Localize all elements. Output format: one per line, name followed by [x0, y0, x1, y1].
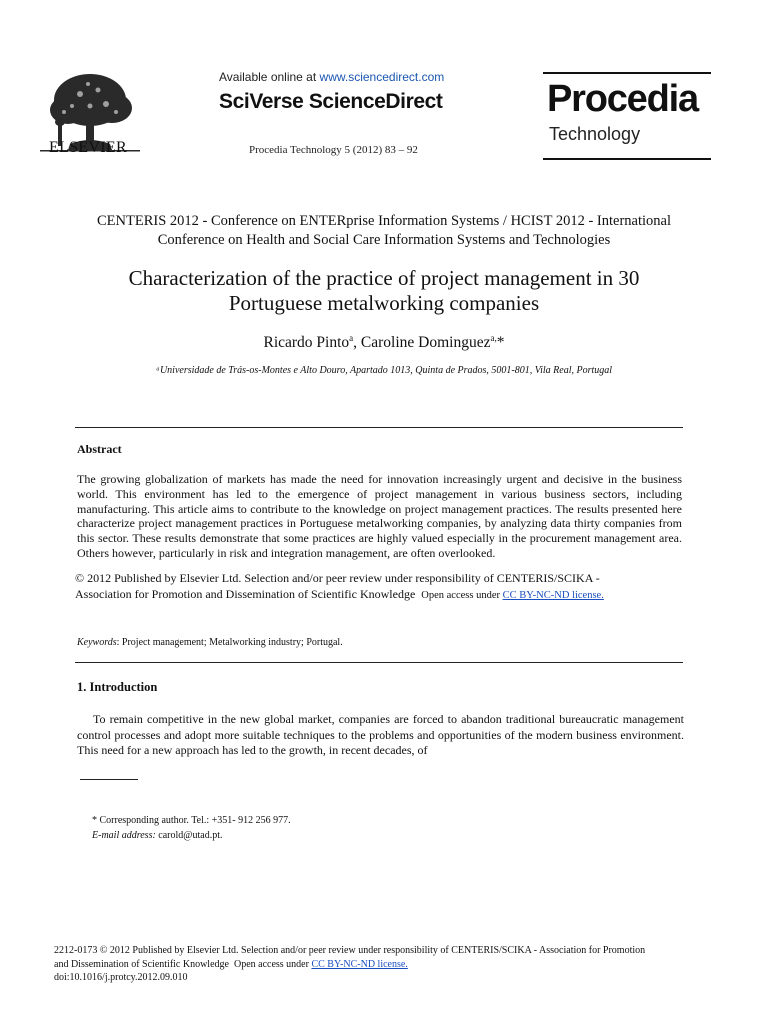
license-link[interactable]: CC BY-NC-ND license.: [311, 958, 408, 970]
procedia-logo: Procedia: [547, 78, 698, 120]
footer-line-2: [54, 958, 714, 972]
divider: [75, 662, 683, 663]
publisher-name: ELSEVIER: [49, 139, 127, 156]
journal-subtitle: Technology: [549, 124, 641, 144]
license-link[interactable]: CC BY-NC-ND license.: [502, 589, 604, 601]
sciencedirect-link[interactable]: www.sciencedirect.com: [319, 70, 445, 84]
paper-title: [60, 266, 708, 316]
available-prefix: Available online at: [219, 70, 320, 84]
open-access-label: Open access under: [233, 958, 312, 970]
divider: [75, 427, 683, 428]
author-name: Caroline Dominguez: [360, 334, 491, 352]
affiliation: ᵃUniversidade de Trás-os-Montes e Alto Douro, Apartado 1013, Quinta de Prados, 5001-801, Vila Real, Portugal: [155, 365, 613, 376]
author-separator: ,: [353, 334, 361, 352]
footer-association: and Dissemination of Scientific Knowledge: [54, 958, 229, 970]
keywords-label: Keywords: [77, 637, 117, 648]
conference-line: Conference on Health and Social Care Information Systems and Technologies: [157, 232, 611, 248]
author-name: Ricardo Pinto: [263, 334, 350, 352]
section-heading: 1. Introduction: [77, 680, 158, 694]
copyright-line: © 2012 Published by Elsevier Ltd. Selection and/or peer review under responsibility of CENTERIS/SCIKA -: [75, 571, 600, 585]
email-note: [92, 830, 223, 841]
corresponding-marker: *: [496, 334, 505, 352]
email-address: carold@utad.pt.: [155, 830, 223, 841]
sciverse-logo: SciVerse ScienceDirect: [219, 90, 443, 113]
available-online: [219, 70, 444, 84]
corresponding-author-note: * Corresponding author. Tel.: +351- 912 256 977.: [92, 815, 291, 826]
abstract-heading: Abstract: [77, 442, 122, 456]
email-label: E-mail address:: [92, 830, 156, 841]
keywords: [77, 637, 343, 648]
doi: doi:10.1016/j.protcy.2012.09.010: [54, 972, 188, 983]
affiliation-marker: a: [349, 333, 354, 343]
author-list: [60, 333, 708, 352]
copyright-notice: [75, 571, 695, 603]
open-access-label: Open access under: [421, 589, 503, 601]
footnote-divider: [80, 779, 138, 780]
conference-line: CENTERIS 2012 - Conference on ENTERprise Information Systems / HCIST 2012 - International: [97, 213, 671, 229]
introduction-text: To remain competitive in the new global market, companies are forced to abandon traditional bureaucratic management control processes and adopt more suitable techniques to the problems and opportunities of the modern business environment. This need for a new approach has led to the growth, in recent decades, of: [77, 712, 684, 757]
conference-name: [60, 212, 708, 250]
footer-line: 2212-0173 © 2012 Published by Elsevier Ltd. Selection and/or peer review under responsibility of CENTERIS/SCIKA - Association for Promotion: [54, 945, 646, 956]
copyright-association: Association for Promotion and Dissemination of Scientific Knowledge: [75, 586, 416, 601]
keywords-text: : Project management; Metalworking industry; Portugal.: [116, 637, 343, 648]
title-line: Portuguese metalworking companies: [228, 291, 540, 315]
affiliation-marker: a,: [490, 333, 497, 343]
journal-reference: Procedia Technology 5 (2012) 83 – 92: [249, 144, 418, 156]
copyright-line-2: [75, 587, 695, 604]
page-footer: [54, 944, 714, 985]
abstract-text: The growing globalization of markets has made the need for innovation increasingly urgent and decisive in the business world. This environment has led to the emergence of project management in various business sectors, including manufacturing. This article aims to contribute to the knowledge on project management practices. The results presented here characterize project management practices in Portuguese metalworking companies, by analyzing data thirty companies from this sector. These results demonstrate that some practices are highly valued especially in the procurement management area. Others however, particularly in risk and integration management, are often overlooked.: [77, 472, 682, 560]
title-line: Characterization of the practice of project management in 30: [128, 266, 640, 290]
